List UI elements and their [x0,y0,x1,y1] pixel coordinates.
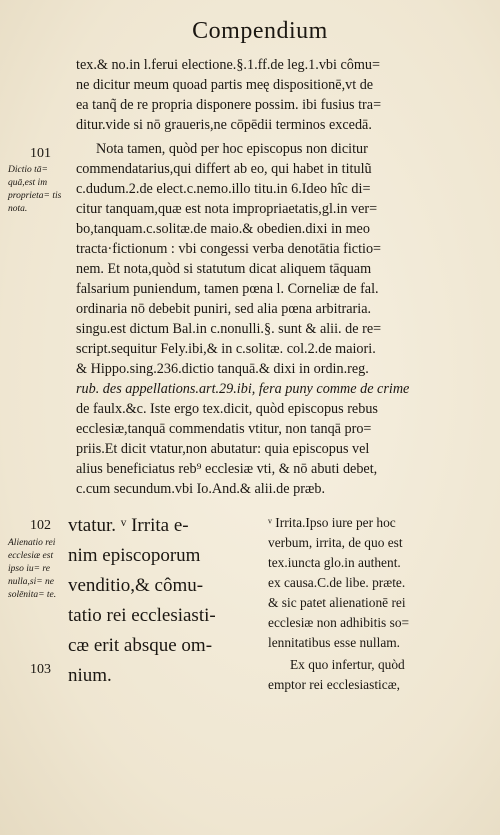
margin-number: 101 [30,146,51,161]
gloss-line: ex causa.C.de libe. præte. [268,575,406,590]
body-line: singu.est dictum Bal.in c.nonulli.§. sunt & alii. de re= [76,321,382,337]
body-line: ecclesiæ,tanquā commendatis vtitur, non tanqā pro= [76,421,372,437]
margin-number: 102 [30,518,51,533]
body-line: tex.& no.in l.ferui electione.§.1.ff.de leg.1.vbi cômu= [76,57,381,73]
margin-note: Dictio tā= quā,est im proprieta= tis nota. [8,165,62,214]
text-large-line: nim episcoporum [68,545,201,566]
body-line: priis.Et dicit vtatur,non abutatur: quia episcopus vel [76,441,370,457]
body-line: rub. des appellations.art.29.ibi, fera puny comme de crime [76,381,410,397]
text-large-line: tatio rei ecclesiasti- [68,605,216,626]
text-large-line: vtatur. ᵛ Irrita e- [68,515,189,536]
body-line: c.cum secundum.vbi Io.And.& alii.de præb. [76,481,326,497]
body-line: ordinaria nō debebit puniri, sed alia pœna arbitraria. [76,301,372,317]
body-line: ea tanq̃ de re propria disponere possim. ibi fusius tra= [76,97,382,113]
text-large-line: venditio,& cômu- [68,575,204,596]
running-header-title: Compendium [192,18,328,44]
body-line: ditur.vide si nō graueris,ne cōpēdii terminos excedā. [76,117,372,133]
gloss-line: tex.iuncta glo.in authent. [268,555,401,570]
text-large-line: nium. [68,665,112,686]
body-line: citur tanquam,quæ est nota impropriaetatis,gl.in ver= [76,201,378,217]
gloss-line: ecclesiæ non adhibitis so= [268,615,410,630]
gloss-line: ᵛ Irrita.Ipso iure per hoc [268,515,396,530]
body-line: falsarium puniendum, tamen pœna l. Corneliæ de fal. [76,281,379,297]
body-line: nem. Et nota,quòd si statutum dicat aliquem tāquam [76,261,372,277]
body-line: ne dicitur meum quoad partis meę dispositionē,vt de [76,77,374,93]
gloss-line: emptor rei ecclesiasticæ, [268,677,400,692]
margin-note: Alienatio rei ecclesiæ est ipso iu= re nulla,si= ne solēnita= te. [8,538,57,600]
body-line: & Hippo.sing.236.dictio tanquā.& dixi in ordin.reg. [76,361,369,377]
body-line: bo,tanquam.c.solitæ.de maio.& obedien.dixi in meo [76,221,370,237]
gloss-line: Ex quo infertur, quòd [290,657,405,672]
gloss-line: verbum, irrita, de quo est [268,535,403,550]
body-line: tracta·fictionum : vbi congessi verba denotātia fictio= [76,241,382,257]
body-line: Nota tamen, quòd per hoc episcopus non dicitur [96,141,368,157]
gloss-line: lennitatibus esse nullam. [268,635,401,650]
body-line: c.dudum.2.de elect.c.nemo.illo titu.in 6.Ideo hîc di= [76,181,371,197]
text-large-line: cæ erit absque om- [68,635,213,656]
body-line: script.sequitur Fely.ibi,& in c.solitæ. col.2.de maiori. [76,341,376,357]
body-line: commendatarius,qui differt ab eo, qui habet in titulũ [76,161,372,177]
body-line: alius beneficiatus reb⁹ ecclesiæ vti, & nō abuti debet, [76,461,378,477]
body-line: de faulx.&c. Iste ergo tex.dicit, quòd episcopus rebus [76,401,378,417]
margin-number: 103 [30,662,51,677]
gloss-line: & sic patet alienationē rei [268,595,406,610]
